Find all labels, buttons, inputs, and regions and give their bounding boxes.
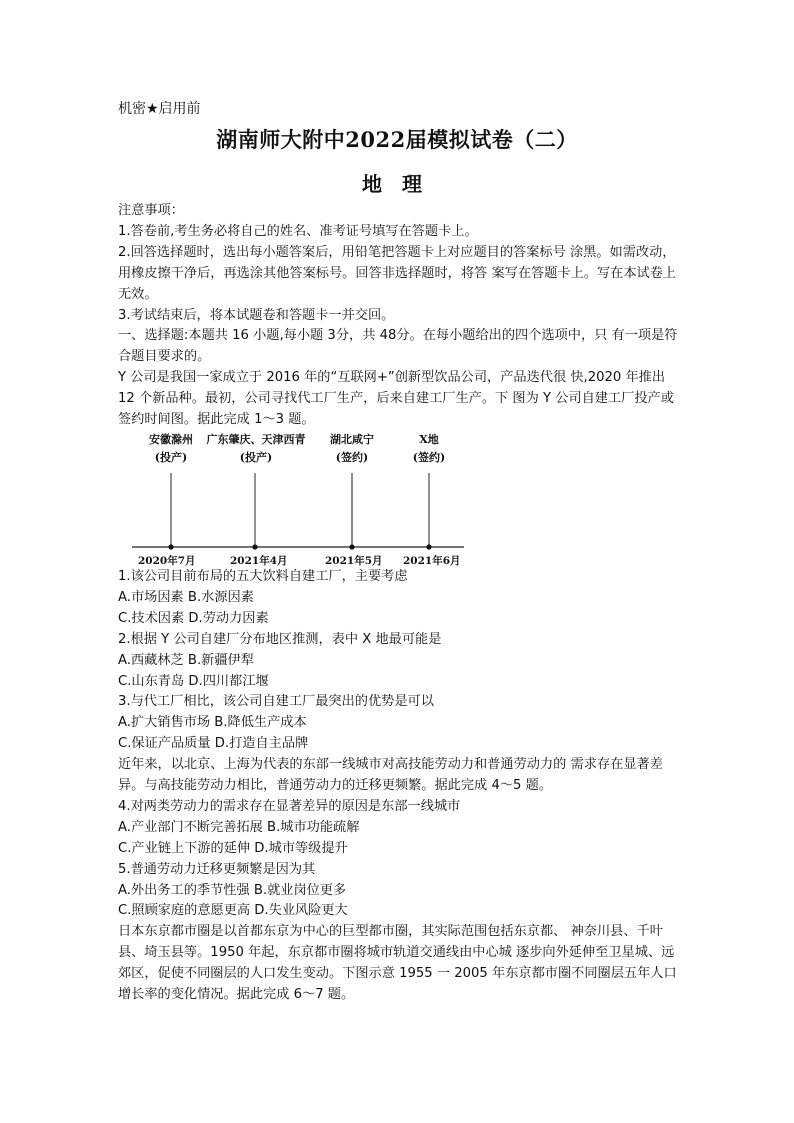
passage-1: Y 公司是我国一家成立于 2016 年的“互联网+”创新型饮品公司，产品迭代很 快,2020 年推出 12 个新品种。最初，公司寻找代工厂生产，后来自建工厂生产。下 图为 Y 公司自建工厂投产或签约时间图。据此完成 1～3 题。 xyxy=(118,370,674,428)
factory-timeline-figure xyxy=(118,431,684,567)
notes-heading: 注意事项： xyxy=(118,203,184,218)
confidential-label: 机密★启用前 xyxy=(118,101,201,117)
event-place-3: 湖北咸宁 xyxy=(330,432,374,446)
question-3: 3.与代工厂相比，该公司自建工厂最突出的优势是可以 xyxy=(118,694,434,710)
note-item-3: 3.考试结束后，将本试题卷和答题卡一并交回。 xyxy=(118,307,395,323)
question-2-options-ab: A.西藏林芝 B.新疆伊犁 xyxy=(118,652,254,668)
question-4-options-ab: A.产业部门不断完善拓展 B.城市功能疏解 xyxy=(118,819,360,835)
question-3-options-ab: A.扩大销售市场 B.降低生产成本 xyxy=(118,715,307,731)
timeline-date-3: 2021年5月 xyxy=(325,554,383,567)
question-4: 4.对两类劳动力的需求存在显著差异的原因是东部一线城市 xyxy=(118,798,461,814)
event-place-1: 安徽滁州 xyxy=(149,432,193,446)
timeline-date-4: 2021年6月 xyxy=(403,554,461,567)
event-status-2: (投产) xyxy=(239,450,273,464)
subject-title: 地理 xyxy=(362,172,442,196)
section-intro: 一、选择题:本题共 16 小题,每小题 3分，共 48分。在每小题给出的四个选项中，只 有一项是符合题目要求的。 xyxy=(118,328,678,365)
timeline-dot-1 xyxy=(168,544,173,549)
question-1: 1.该公司目前布局的五大饮料自建工厂，主要考虑 xyxy=(118,568,408,584)
question-4-options-cd: C.产业链上下游的延伸 D.城市等级提升 xyxy=(118,840,348,856)
question-1-options-ab: A.市场因素 B.水源因素 xyxy=(118,589,254,605)
timeline-dot-2 xyxy=(252,544,257,549)
exam-body xyxy=(118,201,684,1006)
timeline-dot-3 xyxy=(349,544,354,549)
timeline-date-1: 2020年7月 xyxy=(138,554,196,567)
timeline-event-1 xyxy=(141,431,201,467)
timeline-event-4 xyxy=(404,431,454,467)
note-item-1: 1.答卷前,考生务必将自己的姓名、准考证号填写在答题卡上。 xyxy=(118,223,478,239)
question-3-options-cd: C.保证产品质量 D.打造自主品牌 xyxy=(118,736,309,752)
note-item-2: 2.回答选择题时，选出每小题答案后，用铅笔把答题卡上对应题目的答案标号 涂黑。如需改动，用橡皮擦干净后，再选涂其他答案标号。回答非选择题时，将答 案写在答题卡上。写在本试卷上无效。 xyxy=(118,244,677,302)
exam-title: 湖南师大附中2022届模拟试卷（二） xyxy=(216,127,578,152)
question-1-options-cd: C.技术因素 D.劳动力因素 xyxy=(118,610,269,626)
question-5: 5.普通劳动力迁移更频繁是因为其 xyxy=(118,861,316,877)
passage-2: 近年来，以北京、上海为代表的东部一线城市对高技能劳动力和普通劳动力的 需求存在显著差异。与高技能劳动力相比，普通劳动力的迁移更频繁。据此完成 4～5 题。 xyxy=(118,757,663,794)
question-5-options-cd: C.照顾家庭的意愿更高 D.失业风险更大 xyxy=(118,903,348,919)
question-2: 2.根据 Y 公司自建厂分布地区推测，表中 X 地最可能是 xyxy=(118,631,442,647)
passage-3: 日本东京都市圈是以首都东京为中心的巨型都市圈，其实际范围包括东京都、 神奈川县、千叶县、埼玉县等。1950 年起，东京都市圈将城市轨道交通线由中心城 逐步向外延伸至卫星城、远郊区，促使不同圈层的人口发生变动。下图示意 1955 一 2005 年东京都市圈不同圈层五年人口增长率的变化情况。据此完成 6～7 题。 xyxy=(118,924,677,1003)
event-status-3: (签约) xyxy=(335,450,369,464)
question-2-options-cd: C.山东青岛 D.四川都江堰 xyxy=(118,673,269,689)
event-status-1: (投产) xyxy=(154,450,188,464)
event-status-4: (签约) xyxy=(412,450,446,464)
timeline-date-2: 2021年4月 xyxy=(230,554,288,567)
timeline-dot-4 xyxy=(426,544,431,549)
timeline-event-3 xyxy=(322,431,382,467)
question-5-options-ab: A.外出务工的季节性强 B.就业岗位更多 xyxy=(118,882,347,898)
event-place-2: 广东肇庆、天津西青 xyxy=(206,432,306,446)
timeline-event-2 xyxy=(200,431,312,467)
event-place-4: X地 xyxy=(419,432,439,446)
